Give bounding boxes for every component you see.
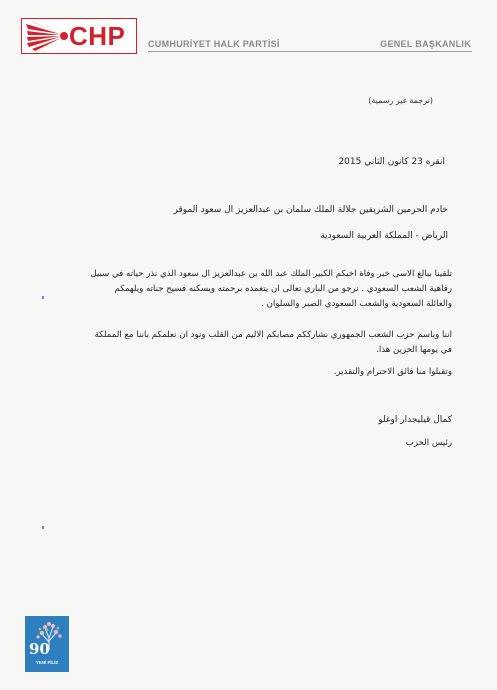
recipient-line-1: خادم الحرمين الشريفين جلالة الملك سلمان بن عبدالعزيز ال سعود الموقر (173, 205, 448, 215)
chp-logo (21, 18, 137, 54)
translation-note: (ترجمة غير رسمية) (368, 96, 433, 105)
signatory-name: كمال قيليجدار اوغلو (378, 415, 452, 425)
party-name: CUMHURİYET HALK PARTİSİ (148, 39, 280, 49)
badge-number: 90 (29, 640, 50, 658)
paragraph-1 (90, 267, 452, 312)
six-arrows-icon (24, 21, 68, 51)
paragraph-1-line: والعائلة السعودية والشعب السعودي الصبر والسلوان . (261, 299, 452, 309)
closing-line: وتقبلوا منا فائق الاحترام والتقدير. (333, 367, 452, 377)
signatory-title: رئيس الحزب (405, 438, 452, 448)
margin-mark (42, 296, 44, 299)
paragraph-2 (95, 328, 452, 358)
paragraph-2-line: في يومها الحزين هذا. (376, 345, 452, 355)
letter-date: انقره 23 كانون الثاني 2015 (338, 157, 445, 167)
paragraph-1-line: تلقينا ببالغ الاسى خبر وفاة اخيكم الكبير الملك عبد الله بن عبدالعزيز ال سعود الذي نذر حياته في سبيل (90, 269, 452, 279)
header-divider (148, 51, 472, 52)
margin-mark (42, 526, 44, 529)
paragraph-2-line: اننا وباسم حزب الشعب الجمهوري نشارككم مصابكم الاليم من القلب ونود ان نعلمكم باننا مع المملكة (94, 330, 452, 340)
recipient-line-2: الرياض - المملكة العربية السعودية (320, 231, 448, 241)
badge-subtitle: YENİ FİLİZ (35, 660, 59, 665)
paragraph-1-line: رفاهية الشعب السعودي . نرجو من الباري تعالى ان يتغمده برحمته ويسكنه فسيح جناته ويلهمكم (114, 284, 452, 294)
office-name: GENEL BAŞKANLIK (380, 39, 471, 49)
anniversary-badge (25, 616, 69, 672)
logo-text: CHP (69, 21, 126, 51)
